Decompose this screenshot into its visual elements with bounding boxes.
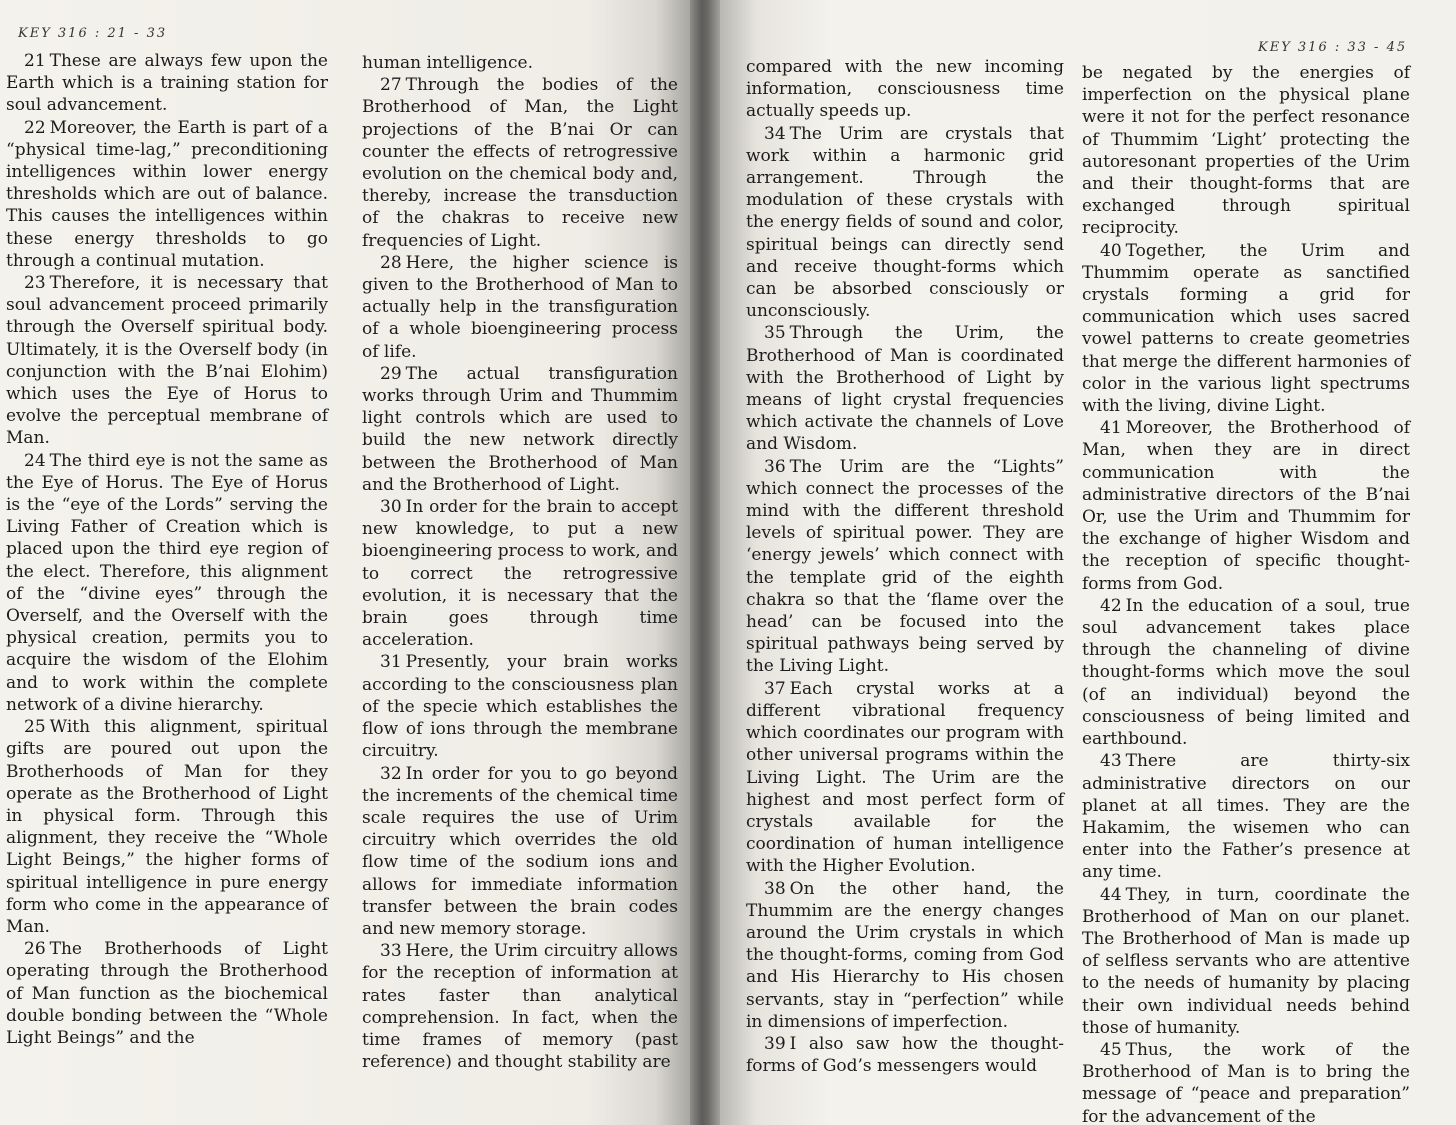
paragraph-23: 23 Therefore, it is necessary that soul advancement proceed primarily through the Overself spiritual body. Ultimately, it is the Overself body (in conjunction with the B’nai Elohim) which uses the Eye of Horus to evolve the perceptual membrane of Man. [6,273,328,449]
paragraph-21: 21 These are always few upon the Earth which is a training station for soul advancement. [6,51,328,116]
paragraph-35: 35 Through the Urim, the Brotherhood of Man is coordinated with the Brotherhood of Light by means of light crystal frequencies which activate the channels of Love and Wisdom. [746,323,1064,455]
paragraph-34: 34 The Urim are crystals that work within a harmonic grid arrangement. Through the modulation of these crystals with the energy fields of sound and color, spiritual beings can directly send and receive thought-forms which can be absorbed consciously or unconsciously. [746,123,1064,322]
left-page-header: KEY 316 : 21 - 33 [18,26,168,41]
paragraph-22: 22 Moreover, the Earth is part of a “physical time-lag,” preconditioning intelligences within lower energy thresholds which are out of balance. This causes the intelligences within these energy thresholds to go through a continual mutation. [6,117,328,271]
middle-right-column [746,56,1064,1077]
paragraph-28: 28 Here, the higher science is given to the Brotherhood of Man to actually help in the transfiguration of a whole bioengineering process of life. [362,252,678,362]
paragraph-43: 43 There are thirty-six administrative directors on our planet at all times. They are the Hakamim, the wisemen who can enter into the Father’s presence at any time. [1082,751,1410,883]
paragraph-33-continued: compared with the new incoming information, consciousness time actually speeds up. [746,57,1064,122]
paragraph-24: 24 The third eye is not the same as the Eye of Horus. The Eye of Horus is the “eye of the Lords” serving the Living Father of Creation which is placed upon the third eye region of the elect. Therefore, this alignment of the “divine eyes” through the Overself, and the Overself with the physical creation, permits you to acquire the wisdom of the Elohim and to work within the complete network of a divine hierarchy. [6,450,328,715]
book-gutter [690,0,720,1125]
paragraph-44: 44 They, in turn, coordinate the Brotherhood of Man on our planet. The Brotherhood of Man is made up of selfless servants who are attentive to the needs of humanity by placing their own individual needs behind those of humanity. [1082,884,1410,1038]
paragraph-41: 41 Moreover, the Brotherhood of Man, when they are in direct communication with the administrative directors of the B’nai Or, use the Urim and Thummim for the exchange of higher Wisdom and the reception of specific thought-forms from God. [1082,418,1410,594]
paragraph-26: 26 The Brotherhoods of Light operating through the Brotherhood of Man function as the biochemical double bonding between the “Whole Light Beings” and the [6,939,328,1048]
paragraph-38: 38 On the other hand, the Thummim are the energy changes around the Urim crystals in which the thought-forms, coming from God and His Hierarchy to His chosen servants, stay in “perfection” while in dimensions of imperfection. [746,878,1064,1032]
paragraph-31: 31 Presently, your brain works according to the consciousness plan of the specie which establishes the flow of ions through the membrane circuitry. [362,652,678,762]
paragraph-45: 45 Thus, the work of the Brotherhood of Man is to bring the message of “peace and preparation” for the advancement of the [1082,1039,1410,1125]
paragraph-36: 36 The Urim are the “Lights” which connect the processes of the mind with the different threshold levels of spiritual power. They are ‘energy jewels’ which connect with the template grid of the eighth chakra so that the ‘flame over the head’ can be focused into the spiritual pathways being served by the Living Light. [746,456,1064,677]
left-column [6,50,328,1049]
paragraph-29: 29 The actual transfiguration works through Urim and Thummim light controls which are used to build the new network directly between the Brotherhood of Man and the Brotherhood of Light. [362,363,678,495]
paragraph-32: 32 In order for you to go beyond the increments of the chemical time scale requires the use of Urim circuitry which overrides the old flow time of the sodium ions and allows for immediate information transfer between the brain codes and new memory storage. [362,763,678,939]
paragraph-27: 27 Through the bodies of the Brotherhood of Man, the Light projections of the B’nai Or can counter the effects of retrogressive evolution on the chemical body and, thereby, increase the transduction of the chakras to receive new frequencies of Light. [362,75,678,251]
paragraph-39: 39 I also saw how the thought-forms of God’s messengers would [746,1033,1064,1077]
paragraph-37: 37 Each crystal works at a different vibrational frequency which coordinates our program with other universal programs within the Living Light. The Urim are the highest and most perfect form of crystals available for the coordination of human intelligence with the Higher Evolution. [746,678,1064,877]
paragraph-30: 30 In order for the brain to accept new knowledge, to put a new bioengineering process to work, and to correct the retrogressive evolution, it is necessary that the brain goes through time acceleration. [362,497,678,651]
right-column [1082,62,1410,1125]
paragraph-26-continued: human intelligence. [362,53,533,73]
paragraph-33: 33 Here, the Urim circuitry allows for the reception of information at rates faster than analytical comprehension. In fact, when the time frames of memory (past reference) and thought stability are [362,941,678,1073]
paragraph-25: 25 With this alignment, spiritual gifts are poured out upon the Brotherhoods of Man for they operate as the Brotherhood of Light in physical form. Through this alignment, they receive the “Whole Light Beings,” the higher forms of spiritual intelligence in pure energy form who come in the appearance of Man. [6,717,328,937]
paragraph-39-continued: be negated by the energies of imperfection on the physical plane were it not for the perfect resonance of Thummim ‘Light’ protecting the autoresonant properties of the Urim and their thought-forms that are exchanged through spiritual reciprocity. [1082,63,1410,239]
paragraph-42: 42 In the education of a soul, true soul advancement takes place through the channeling of divine thought-forms which move the soul (of an individual) beyond the consciousness of being limited and earthbound. [1082,595,1410,750]
left-page [0,0,690,1125]
right-page-header: KEY 316 : 33 - 45 [1258,40,1408,55]
middle-left-column [362,52,678,1073]
paragraph-40: 40 Together, the Urim and Thummim operate as sanctified crystals forming a grid for communication which uses sacred vowel patterns to create geometries that merge the different harmonies of color in the various light spectrums with the living, divine Light. [1082,240,1410,417]
right-page [720,0,1456,1125]
